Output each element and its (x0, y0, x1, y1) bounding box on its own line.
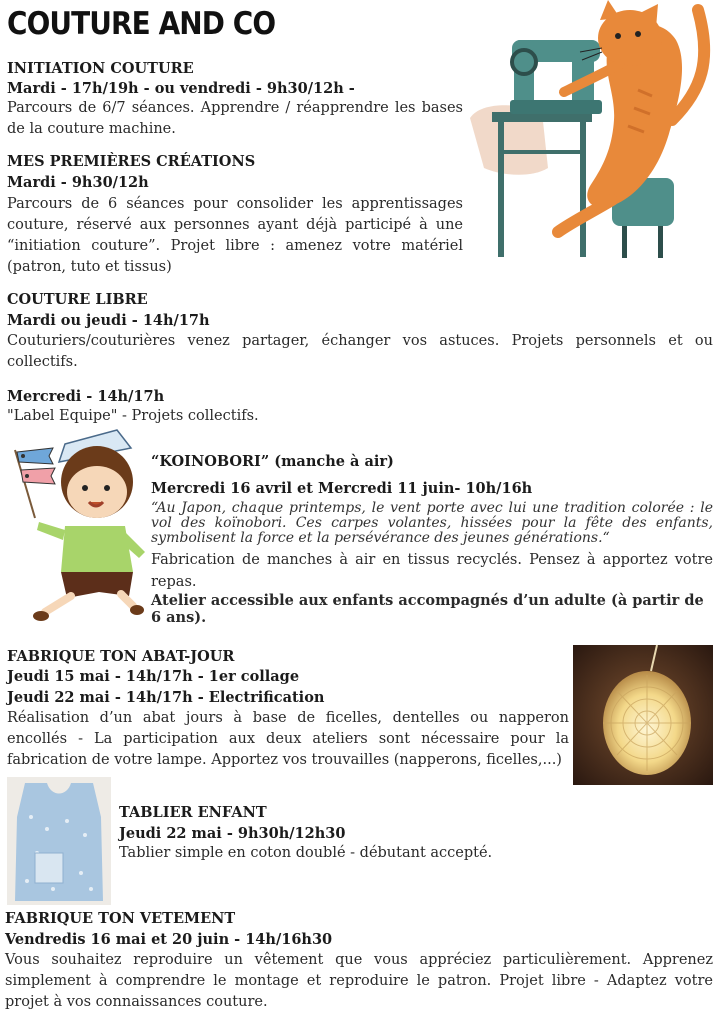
apron-photo (7, 777, 111, 905)
libre-text: Couturiers/couturières venez partager, échanger vos astuces. Projets personnels et ou collectifs. (7, 333, 713, 370)
lamp-photo (573, 645, 713, 785)
abatjour-text: Réalisation d’un abat jours à base de ficelles, dentelles ou napperon encollés - La participation aux deux ateliers sont nécessaire pour la fabrication de votre lampe. Apportez vos trouvailles (napperons, ficelles,...) (7, 710, 569, 768)
vetement-text: Vous souhaitez reproduire un vêtement que vous appréciez particulièrement. Apprenez simplement à comprendre le montage et reproduire le patron. Projet libre - Adaptez votre projet à vos connaissances couture. (5, 952, 713, 1010)
premieres-schedule: Mardi - 9h30/12h (7, 174, 149, 191)
initiation-schedule: Mardi - 17h/19h - ou vendredi - 9h30/12h - (7, 80, 355, 97)
koinobori-quote: “Au Japon, chaque printemps, le vent porte avec lui une tradition colorée : le vol des koïnobori. Ces carpes volantes, hissées pour la fête des enfants, symbolisent la force et la persévérance des jeunes générations.“ (151, 500, 713, 546)
libre-schedule: Mardi ou jeudi - 14h/17h (7, 312, 210, 329)
abatjour-schedule-2: Jeudi 22 mai - 14h/17h - Electrification (7, 689, 325, 706)
mercredi-text: "Label Equipe" - Projets collectifs. (7, 408, 259, 424)
initiation-text: Parcours de 6/7 séances. Apprendre / réapprendre les bases de la couture machine. (7, 100, 463, 137)
initiation-heading: INITIATION COUTURE (7, 60, 194, 77)
tablier-text: Tablier simple en coton doublé - débutant accepté. (119, 845, 493, 861)
mercredi-schedule: Mercredi - 14h/17h (7, 388, 165, 405)
cat-sewing-illustration (462, 0, 720, 262)
koinobori-heading: “KOINOBORI” (manche à air) (151, 453, 394, 470)
koinobori-schedule: Mercredi 16 avril et Mercredi 11 juin- 10h/16h (151, 480, 533, 497)
libre-heading: COUTURE LIBRE (7, 291, 148, 308)
premieres-heading: MES PREMIÈRES CRÉATIONS (7, 153, 256, 170)
abatjour-heading: FABRIQUE TON ABAT-JOUR (7, 648, 235, 665)
tablier-schedule: Jeudi 22 mai - 9h30h/12h30 (119, 825, 346, 842)
page-title: COUTURE AND CO (7, 6, 276, 42)
vetement-schedule: Vendredis 16 mai et 20 juin - 14h/16h30 (5, 931, 333, 948)
koinobori-text: Fabrication de manches à air en tissus recyclés. Pensez à apportez votre repas. (151, 552, 713, 590)
tablier-heading: TABLIER ENFANT (119, 804, 267, 821)
abatjour-schedule-1: Jeudi 15 mai - 14h/17h - 1er collage (7, 668, 300, 685)
premieres-text: Parcours de 6 séances pour consolider les apprentissages couture, réservé aux personnes ayant déjà participé à une “initiation couture”. Projet libre : amenez votre matériel (patron, tuto et tissus) (7, 196, 463, 275)
koinobori-note: Atelier accessible aux enfants accompagnés d’un adulte (à partir de 6 ans). (151, 592, 704, 626)
child-koinobori-illustration (5, 426, 150, 626)
vetement-heading: FABRIQUE TON VETEMENT (5, 910, 236, 927)
